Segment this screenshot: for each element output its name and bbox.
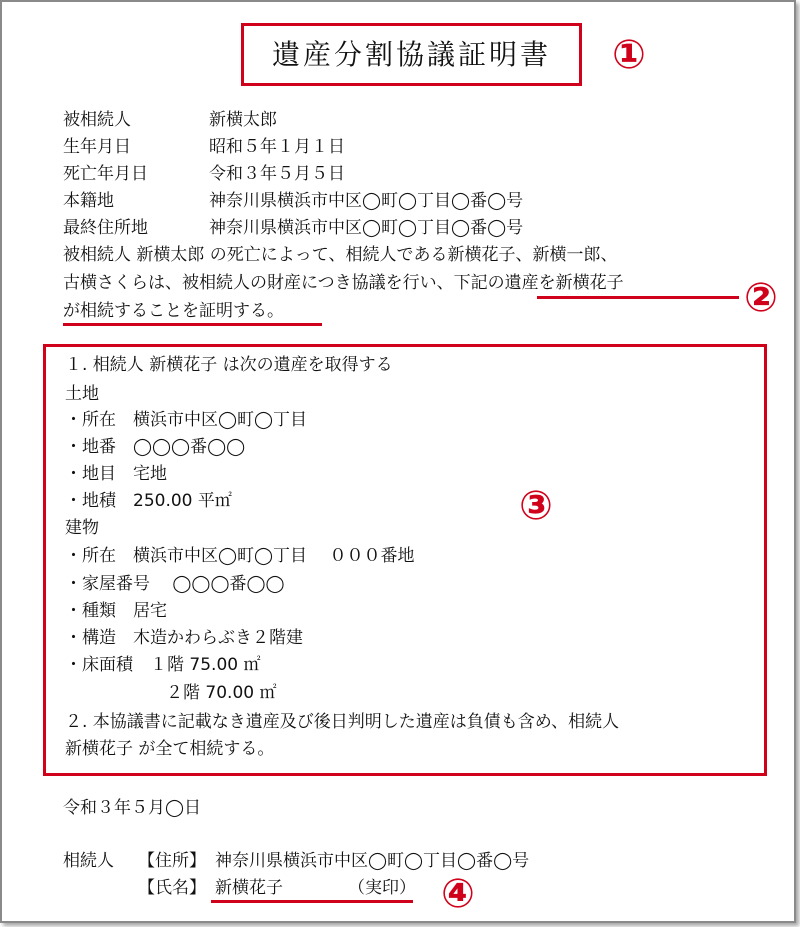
detail-item-2-line-1: ２. 本協議書に記載なき遺産及び後日判明した遺産は負債も含め、相続人 xyxy=(65,712,620,732)
land-area: ・地積 250.00 平㎡ xyxy=(65,491,232,511)
statement-underline-1 xyxy=(537,296,739,299)
info-row-last-address xyxy=(63,217,524,239)
land-heading: 土地 xyxy=(65,384,99,404)
info-label: 最終住所地 xyxy=(63,218,148,238)
land-lot-number: ・地番 ◯◯◯番◯◯ xyxy=(65,437,246,457)
info-label: 死亡年月日 xyxy=(63,164,148,184)
detail-item-2-line-2: 新横花子 が全て相続する。 xyxy=(65,739,275,759)
building-location: ・所在 横浜市中区◯町◯丁目 ０００番地 xyxy=(65,546,415,566)
info-row-name xyxy=(63,109,277,131)
document-title: 遺産分割協議証明書 xyxy=(241,23,582,86)
info-value: 神奈川県横浜市中区◯町◯丁目◯番◯号 xyxy=(209,191,524,211)
marker-4: ④ xyxy=(441,871,475,917)
heir-address: 神奈川県横浜市中区◯町◯丁目◯番◯号 xyxy=(215,851,530,871)
info-value: 神奈川県横浜市中区◯町◯丁目◯番◯号 xyxy=(209,218,524,238)
building-floor-area-1: ・床面積 １階 75.00 ㎡ xyxy=(65,655,261,675)
marker-2: ② xyxy=(744,275,778,321)
land-category: ・地目 宅地 xyxy=(65,464,167,484)
statement-underlined-part: 下記の遺産を新横花子 xyxy=(453,273,624,293)
signature-underline xyxy=(211,900,413,903)
land-location: ・所在 横浜市中区◯町◯丁目 xyxy=(65,410,308,430)
detail-item-1: １. 相続人 新横花子 は次の遺産を取得する xyxy=(65,355,393,375)
building-house-number: ・家屋番号 ◯◯◯番◯◯ xyxy=(65,574,285,594)
statement-line-1: 被相続人 新横太郎 の死亡によって、相続人である新横花子、新横一郎、 xyxy=(63,245,618,265)
seal-note: （実印） xyxy=(348,878,416,898)
address-label: 【住所】 xyxy=(138,851,206,871)
info-value: 新横太郎 xyxy=(209,110,277,130)
info-row-death xyxy=(63,163,345,185)
info-value: 令和３年５月５日 xyxy=(209,164,345,184)
building-structure: ・構造 木造かわらぶき２階建 xyxy=(65,628,303,648)
info-label: 生年月日 xyxy=(63,137,131,157)
building-floor-area-2: ２階 70.00 ㎡ xyxy=(166,683,277,703)
building-heading: 建物 xyxy=(65,518,99,538)
marker-3: ③ xyxy=(519,483,553,529)
document-date: 令和３年５月◯日 xyxy=(63,798,202,818)
heir-label: 相続人 xyxy=(63,851,114,871)
info-row-domicile xyxy=(63,190,524,212)
building-type: ・種類 居宅 xyxy=(65,601,167,621)
info-label: 本籍地 xyxy=(63,191,114,211)
marker-1: ① xyxy=(612,32,646,78)
statement-underline-2 xyxy=(63,323,322,326)
statement-plain: 古横さくらは、被相続人の財産につき協議を行い、 xyxy=(63,273,454,293)
statement-line-2 xyxy=(63,272,624,294)
name-label: 【氏名】 xyxy=(138,878,206,898)
statement-line-3: が相続することを証明する。 xyxy=(63,301,284,321)
info-row-birth xyxy=(63,136,345,158)
info-value: 昭和５年１月１日 xyxy=(209,137,345,157)
info-label: 被相続人 xyxy=(63,110,131,130)
heir-name: 新横花子 xyxy=(215,878,283,898)
